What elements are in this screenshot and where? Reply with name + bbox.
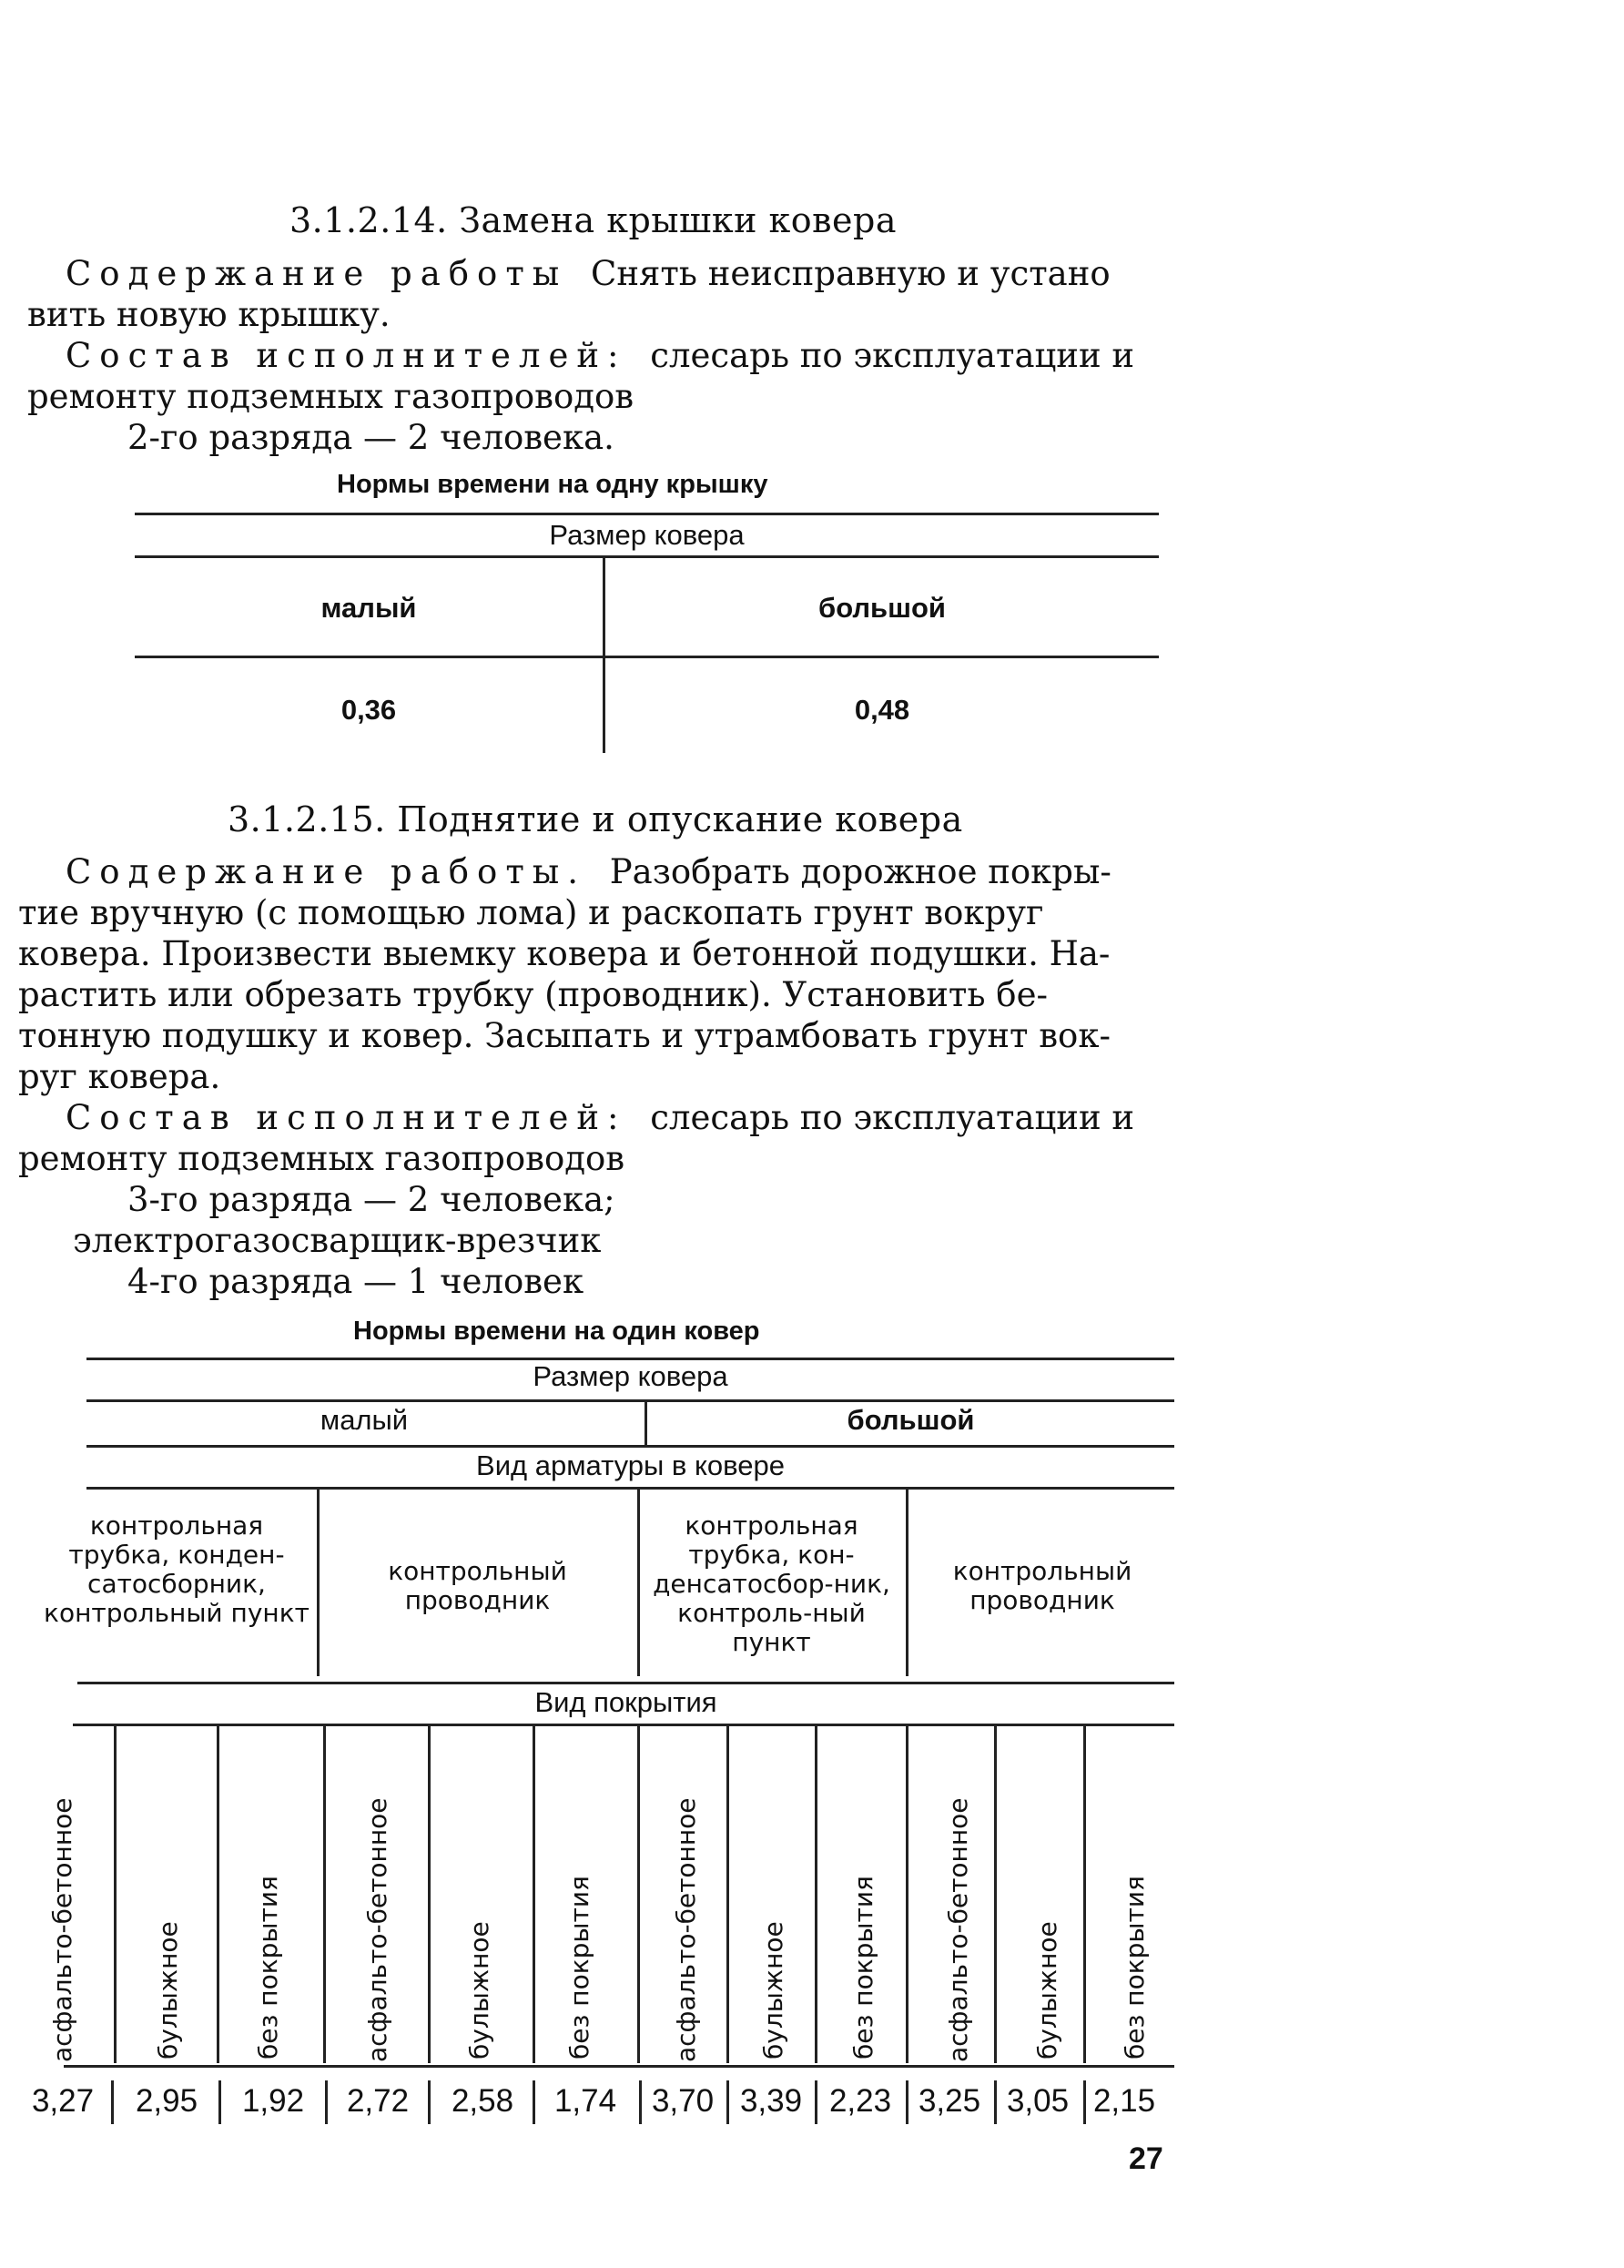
section2-staff-text-1: слесарь по эксплуатации и xyxy=(650,1098,1135,1137)
table1-body-rule xyxy=(135,656,1159,658)
table2-coating-divider xyxy=(533,1726,535,2063)
table2-coating-divider xyxy=(428,1726,431,2063)
table2-header-size: Размер ковера xyxy=(533,1360,728,1392)
table2-caption: Нормы времени на один ковер xyxy=(353,1317,760,1346)
table2-coating-divider xyxy=(1083,1726,1086,2063)
table2-coating-2: булыжное xyxy=(153,1921,183,2060)
table2-armature-divider-2 xyxy=(637,1490,640,1676)
table2-armature-3: контрольная трубка, кон-денсатосбор-ник, контроль-ный пункт xyxy=(653,1510,890,1657)
table1-value-small: 0,36 xyxy=(340,694,397,726)
table2-value-7: 3,70 xyxy=(651,2083,715,2119)
section1-content-line-1 xyxy=(66,253,1111,294)
section-title-3-1-2-14: 3.1.2.14. Замена крышки ковера xyxy=(289,200,898,240)
section-title-3-1-2-15: 3.1.2.15. Поднятие и опускание ковера xyxy=(228,799,963,839)
section1-content-text-2: вить новую крышку. xyxy=(27,295,391,334)
table2-value-2: 2,95 xyxy=(135,2083,198,2119)
section2-staff-text-3: 3-го разряда — 2 человека; xyxy=(127,1180,615,1219)
section2-content-label: Содержание работы. xyxy=(66,852,586,891)
page-number: 27 xyxy=(1129,2141,1163,2176)
table2-value-divider xyxy=(111,2080,114,2124)
table2-coating-7: асфальто-бетонное xyxy=(671,1797,701,2062)
section2-staff-label: Состав исполнителей: xyxy=(66,1098,627,1137)
section1-staff-text-3: 2-го разряда — 2 человека. xyxy=(127,418,614,457)
table2-coating-4: асфальто-бетонное xyxy=(362,1797,392,2062)
section2-content-text-5: тонную подушку и ковер. Засыпать и утрамбовать грунт вок- xyxy=(18,1016,1111,1055)
table2-value-12: 2,15 xyxy=(1092,2083,1156,2119)
section2-staff-text-2: ремонту подземных газопроводов xyxy=(18,1139,625,1178)
table2-header-armature: Вид арматуры в ковере xyxy=(476,1449,785,1481)
table2-coating-divider xyxy=(323,1726,326,2063)
section2-staff-text-5: 4-го разряда — 1 человек xyxy=(127,1262,584,1301)
table2-coating-8: булыжное xyxy=(758,1921,788,2060)
table2-armature-4: контрольный проводник xyxy=(952,1556,1132,1615)
section2-staff-line-1 xyxy=(66,1097,1134,1138)
table2-armature-rule xyxy=(86,1487,1174,1490)
table2-value-divider xyxy=(218,2080,221,2124)
section2-content-text-2: тие вручную (с помощью лома) и раскопать грунт вокруг xyxy=(18,893,1044,932)
section2-content-text-6: руг ковера. xyxy=(18,1057,221,1096)
table2-coating-divider xyxy=(726,1726,729,2063)
table2-header-coating: Вид покрытия xyxy=(534,1686,717,1718)
table2-value-1: 3,27 xyxy=(31,2083,95,2119)
table2-value-10: 3,25 xyxy=(918,2083,981,2119)
table2-size-rule xyxy=(86,1399,1174,1402)
table2-size-small: малый xyxy=(320,1404,409,1436)
table2-coating-10: асфальто-бетонное xyxy=(943,1797,973,2062)
table2-coating-6: без покрытия xyxy=(564,1876,594,2060)
table2-values-rule xyxy=(64,2065,1174,2068)
table1-value-large: 0,48 xyxy=(854,694,910,726)
section1-staff-text-1: слесарь по эксплуатации и xyxy=(650,336,1135,375)
section1-content-text-1: Снять неисправную и устано xyxy=(591,254,1111,293)
table2-value-9: 2,23 xyxy=(828,2083,892,2119)
section2-content-text-1: Разобрать дорожное покры- xyxy=(609,852,1111,891)
table2-coating-divider xyxy=(637,1726,640,2063)
section1-content-label: Содержание работы xyxy=(66,254,568,293)
table2-coating-3: без покрытия xyxy=(253,1876,283,2060)
table2-coating-divider xyxy=(217,1726,219,2063)
section2-content-text-3: ковера. Произвести выемку ковера и бетонной подушки. На- xyxy=(18,934,1111,973)
table2-coating-12: без покрытия xyxy=(1120,1876,1150,2060)
table1-col-small: малый xyxy=(320,592,417,624)
table2-coating-divider xyxy=(906,1726,908,2063)
table2-coating-divider xyxy=(815,1726,817,2063)
section2-content-line-1 xyxy=(66,851,1111,892)
table2-value-3: 1,92 xyxy=(241,2083,305,2119)
table2-coating-1: асфальто-бетонное xyxy=(47,1797,77,2062)
section1-staff-text-2: ремонту подземных газопроводов xyxy=(27,377,634,416)
table2-armature-2: контрольный проводник xyxy=(388,1556,567,1615)
table2-size-large: большой xyxy=(847,1404,975,1436)
table2-armature-divider-3 xyxy=(906,1490,908,1676)
table2-armature-divider-1 xyxy=(317,1490,320,1676)
table1-top-rule xyxy=(135,513,1159,515)
table1-col-large: большой xyxy=(818,592,946,624)
table1-header-rule xyxy=(135,555,1159,558)
table2-coating-9: без покрытия xyxy=(848,1876,878,2060)
table2-coating-divider xyxy=(994,1726,997,2063)
table2-coating-rule xyxy=(73,1724,1174,1726)
table2-coating-11: булыжное xyxy=(1032,1921,1062,2060)
table2-coating-5: булыжное xyxy=(464,1921,494,2060)
table2-coating-divider xyxy=(114,1726,117,2063)
table2-armature-top-rule xyxy=(86,1445,1174,1448)
section2-staff-text-4: электрогазосварщик-врезчик xyxy=(73,1221,602,1260)
table2-value-6: 1,74 xyxy=(553,2083,617,2119)
table2-armature-1: контрольная трубка, конден-сатосборник, контрольный пункт xyxy=(44,1510,310,1628)
table2-value-11: 3,05 xyxy=(1006,2083,1070,2119)
section1-staff-label: Состав исполнителей: xyxy=(66,336,627,375)
table2-value-8: 3,39 xyxy=(739,2083,803,2119)
table2-value-divider xyxy=(428,2080,431,2124)
table2-value-5: 2,58 xyxy=(451,2083,514,2119)
table2-coating-top-rule xyxy=(77,1682,1174,1684)
section2-content-text-4: растить или обрезать трубку (проводник). Установить бе- xyxy=(18,975,1048,1014)
table1-header-size: Размер ковера xyxy=(549,519,745,551)
table1-caption: Нормы времени на одну крышку xyxy=(337,470,768,499)
section1-staff-line-1 xyxy=(66,335,1134,376)
table2-value-4: 2,72 xyxy=(346,2083,410,2119)
